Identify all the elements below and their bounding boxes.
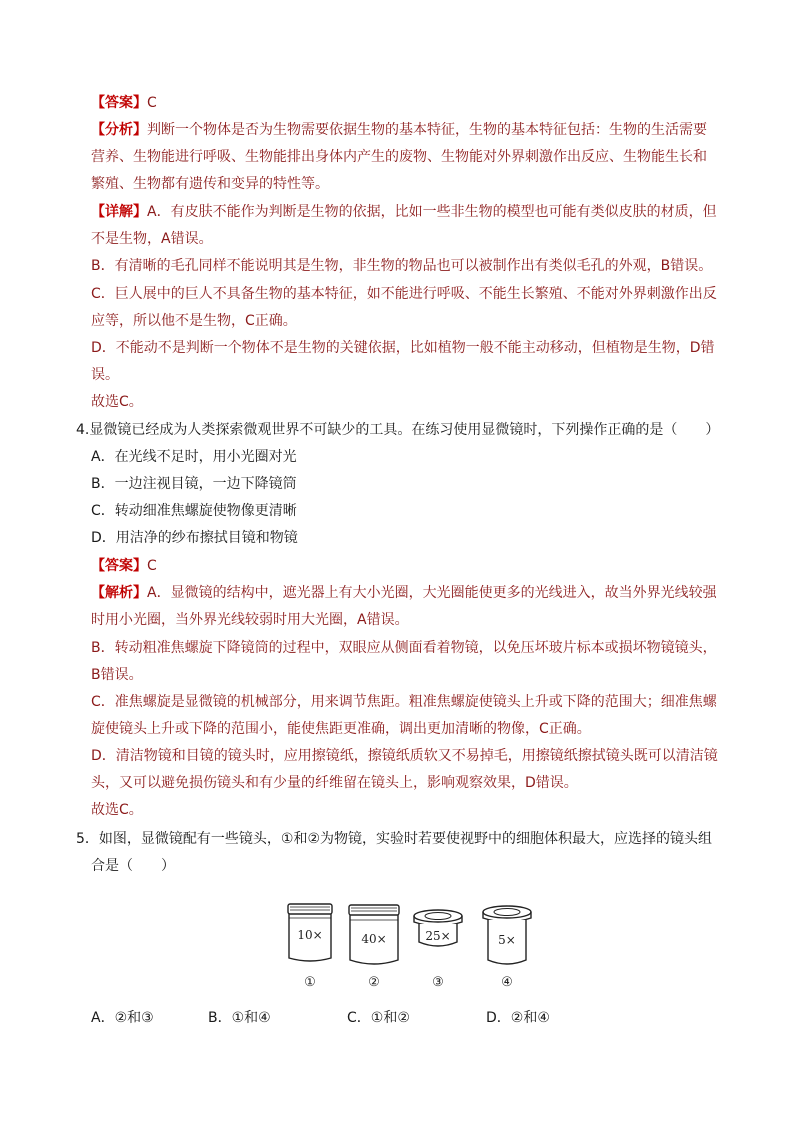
lens-3-number: ③ <box>432 975 444 990</box>
lens-2-number: ② <box>368 975 380 990</box>
q5-stem-line-1: 5．如图，显微镜配有一些镜头，①和②为物镜，实验时若要使视野中的细胞体积最大，应选择的镜头组 <box>76 831 713 847</box>
q3-analysis-line-3: 繁殖、生物都有遗传和变异的特性等。 <box>91 176 329 192</box>
lens-4-number: ④ <box>501 975 513 990</box>
lens-1-icon <box>288 904 332 990</box>
lens-4-mark: 5× <box>498 933 516 947</box>
detail-tag: 【详解】 <box>91 204 147 220</box>
q3-detail-line-3: B．有清晰的毛孔同样不能说明其是生物，非生物的物品也可以被制作出有类似毛孔的外观，B错误。 <box>91 258 713 274</box>
q3-analysis-line-1 <box>91 120 707 140</box>
lens-3-icon <box>414 910 462 990</box>
q3-answer-line <box>91 93 157 113</box>
lens-2-mark: 40× <box>361 932 387 946</box>
lens-1-number: ① <box>304 975 316 990</box>
q4-answer-line <box>91 556 157 576</box>
answer-tag: 【答案】 <box>91 558 147 574</box>
q4-explain-line-4: B错误。 <box>91 667 143 683</box>
q3-detail-line-4: C．巨人展中的巨人不具备生物的基本特征，如不能进行呼吸、不能生长繁殖、不能对外界刺激作出反 <box>91 286 717 302</box>
q4-option-a: A．在光线不足时，用小光圈对光 <box>91 449 297 465</box>
q4-stem: 4.显微镜已经成为人类探索微观世界不可缺少的工具。在练习使用显微镜时，下列操作正确的是（ ） <box>76 422 720 438</box>
q4-explain-line-6: 旋使镜头上升或下降的范围小，能使焦距更准确，调出更加清晰的物像，C正确。 <box>91 721 591 737</box>
analysis-text: 判断一个物体是否为生物需要依据生物的基本特征，生物的基本特征包括：生物的生活需要 <box>147 122 707 138</box>
q4-explain-line-1 <box>91 583 717 603</box>
q4-conclusion: 故选C。 <box>91 802 143 818</box>
q3-detail-line-2: 不是生物，A错误。 <box>91 231 213 247</box>
q4-explain-line-3: B．转动粗准焦螺旋下降镜筒的过程中，双眼应从侧面看着物镜，以免压坏玻片标本或损坏物镜镜头， <box>91 640 717 656</box>
q4-option-b: B．一边注视目镜，一边下降镜筒 <box>91 476 297 492</box>
explain-text: A．显微镜的结构中，遮光器上有大小光圈，大光圈能使更多的光线进入，故当外界光线较强 <box>147 585 717 601</box>
q3-detail-line-5: 应等，所以他不是生物，C正确。 <box>91 313 297 329</box>
q3-conclusion: 故选C。 <box>91 394 143 410</box>
lens-3-mark: 25× <box>425 929 451 943</box>
detail-text: A．有皮肤不能作为判断是生物的依据，比如一些非生物的模型也可能有类似皮肤的材质，但 <box>147 204 717 220</box>
q4-explain-line-5: C．准焦螺旋是显微镜的机械部分，用来调节焦距。粗准焦螺旋使镜头上升或下降的范围大；细准焦螺 <box>91 694 717 710</box>
q3-detail-line-6: D．不能动不是判断一个物体不是生物的关键依据，比如植物一般不能主动移动，但植物是生物，D错 <box>91 340 715 356</box>
q4-explain-line-7: D．清洁物镜和目镜的镜头时，应用擦镜纸，擦镜纸质软又不易掉毛，用擦镜纸擦拭镜头既可以清洁镜 <box>91 748 718 764</box>
q5-option-d: D．②和④ <box>486 1010 550 1026</box>
q5-option-a: A．②和③ <box>91 1010 154 1026</box>
q5-option-b: B．①和④ <box>208 1010 271 1026</box>
q4-option-d: D．用洁净的纱布擦拭目镜和物镜 <box>91 530 298 546</box>
answer-value: C <box>147 95 157 111</box>
lens-2-icon <box>349 905 399 990</box>
q4-option-c: C．转动细准焦螺旋使物像更清晰 <box>91 503 297 519</box>
q4-explain-line-8: 头，又可以避免损伤镜头和有少量的纤维留在镜头上，影响观察效果，D错误。 <box>91 775 578 791</box>
answer-tag: 【答案】 <box>91 95 147 111</box>
answer-value: C <box>147 558 157 574</box>
q5-stem-line-2: 合是（ ） <box>91 858 175 874</box>
explain-tag: 【解析】 <box>91 585 147 601</box>
q4-explain-line-2: 时用小光圈，当外界光线较弱时用大光圈，A错误。 <box>91 612 409 628</box>
q3-detail-line-1 <box>91 202 717 222</box>
q3-detail-line-7: 误。 <box>91 367 119 383</box>
lens-4-icon <box>483 906 531 990</box>
q5-option-c: C．①和② <box>347 1010 410 1026</box>
lens-figure <box>285 902 535 997</box>
q3-analysis-line-2: 营养、生物能进行呼吸、生物能排出身体内产生的废物、生物能对外界刺激作出反应、生物能生长和 <box>91 149 707 165</box>
lens-1-mark: 10× <box>297 928 323 942</box>
analysis-tag: 【分析】 <box>91 122 147 138</box>
